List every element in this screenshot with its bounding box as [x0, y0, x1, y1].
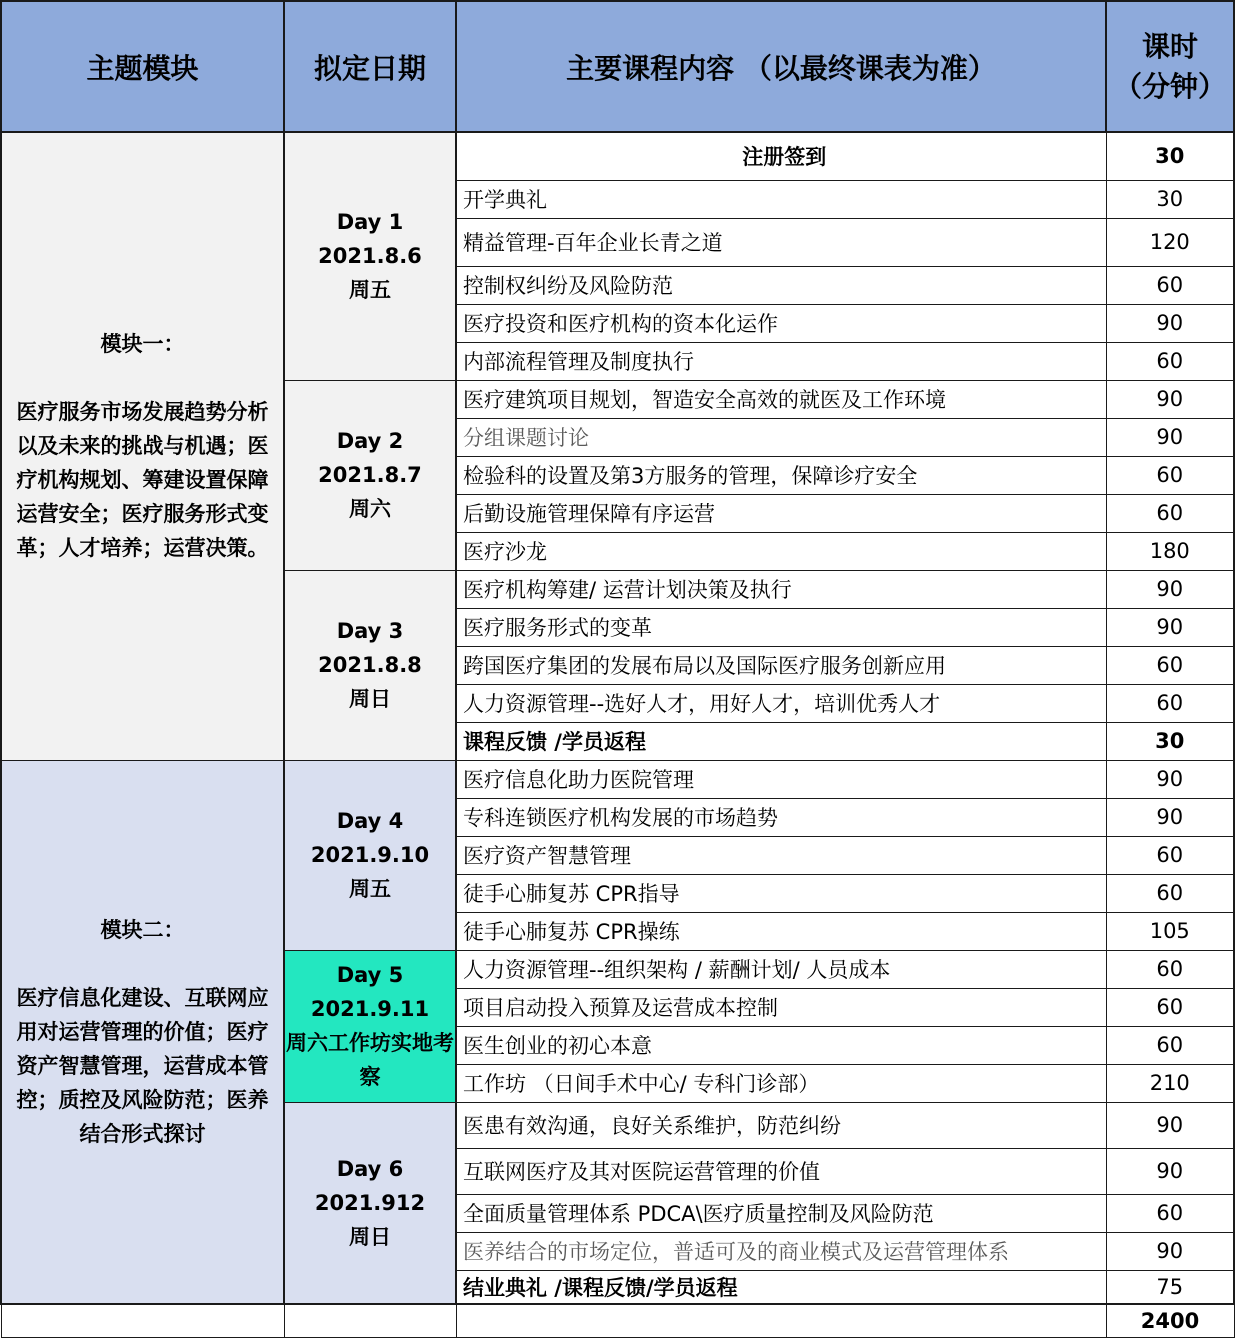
day-label: Day 5: [336, 963, 404, 987]
day-label: Day 2: [336, 429, 404, 453]
day-cell: [284, 950, 456, 1102]
course-cell: 结业典礼 /课程反馈/学员返程: [456, 1270, 1106, 1304]
course-cell: 后勤设施管理保障有序运营: [456, 494, 1106, 532]
minutes-cell: 60: [1106, 456, 1234, 494]
day-label: Day 1: [336, 210, 404, 235]
day-date: 2021.8.7: [318, 463, 422, 487]
header-content: 主要课程内容 （以最终课表为准）: [456, 1, 1106, 132]
minutes-cell: 60: [1106, 950, 1234, 988]
course-cell: 医疗资产智慧管理: [456, 836, 1106, 874]
course-cell: 医疗投资和医疗机构的资本化运作: [456, 304, 1106, 342]
course-cell: 检验科的设置及第3方服务的管理，保障诊疗安全: [456, 456, 1106, 494]
header-hours-line2: （分钟）: [1113, 69, 1226, 103]
minutes-cell: 90: [1106, 798, 1234, 836]
header-hours: [1106, 1, 1234, 132]
module-cell: [1, 760, 284, 1304]
day-cell: [284, 380, 456, 570]
day-weekday: 周六: [349, 497, 391, 521]
course-cell: 开学典礼: [456, 180, 1106, 218]
day-weekday: 周六工作坊实地考察: [286, 1031, 454, 1089]
minutes-cell: 60: [1106, 1194, 1234, 1232]
day-weekday: 周五: [349, 278, 391, 303]
course-cell: 医疗机构筹建/ 运营计划决策及执行: [456, 570, 1106, 608]
course-cell: 医患有效沟通，良好关系维护，防范纠纷: [456, 1102, 1106, 1148]
day-cell: [284, 1102, 456, 1304]
minutes-cell: 90: [1106, 608, 1234, 646]
minutes-cell: 30: [1106, 132, 1234, 180]
module-title: 模块一：: [100, 332, 185, 357]
empty-cell: [456, 1304, 1106, 1337]
course-cell: 医疗建筑项目规划，智造安全高效的就医及工作环境: [456, 380, 1106, 418]
minutes-cell: 30: [1106, 722, 1234, 760]
course-cell: 专科连锁医疗机构发展的市场趋势: [456, 798, 1106, 836]
minutes-cell: 60: [1106, 988, 1234, 1026]
header-row: [1, 1, 1234, 132]
course-cell: 徒手心肺复苏 CPR指导: [456, 874, 1106, 912]
course-cell: 控制权纠纷及风险防范: [456, 266, 1106, 304]
course-cell: 互联网医疗及其对医院运营管理的价值: [456, 1148, 1106, 1194]
course-cell: 跨国医疗集团的发展布局以及国际医疗服务创新应用: [456, 646, 1106, 684]
minutes-cell: 60: [1106, 836, 1234, 874]
minutes-cell: 90: [1106, 380, 1234, 418]
day-date: 2021.9.11: [310, 997, 430, 1021]
course-cell: 徒手心肺复苏 CPR操练: [456, 912, 1106, 950]
course-cell: 医疗服务形式的变革: [456, 608, 1106, 646]
total-minutes: 2400: [1106, 1304, 1234, 1337]
minutes-cell: 60: [1106, 646, 1234, 684]
day-date: 2021.8.6: [318, 244, 422, 269]
minutes-cell: 90: [1106, 1232, 1234, 1270]
minutes-cell: 120: [1106, 218, 1234, 266]
minutes-cell: 60: [1106, 1026, 1234, 1064]
minutes-cell: 60: [1106, 494, 1234, 532]
minutes-cell: 90: [1106, 418, 1234, 456]
minutes-cell: 90: [1106, 760, 1234, 798]
course-cell: 全面质量管理体系 PDCA\医疗质量控制及风险防范: [456, 1194, 1106, 1232]
day-label: Day 4: [336, 809, 404, 833]
day-weekday: 周日: [349, 1224, 391, 1249]
header-date: 拟定日期: [284, 1, 456, 132]
day-label: Day 3: [336, 619, 404, 643]
empty-cell: [284, 1304, 456, 1337]
course-cell: 医生创业的初心本意: [456, 1026, 1106, 1064]
header-hours-line1: 课时: [1141, 29, 1198, 63]
total-row: [1, 1304, 1234, 1337]
minutes-cell: 60: [1106, 342, 1234, 380]
course-cell: 项目启动投入预算及运营成本控制: [456, 988, 1106, 1026]
day-cell: [284, 570, 456, 760]
course-cell: 人力资源管理--组织架构 / 薪酬计划/ 人员成本: [456, 950, 1106, 988]
minutes-cell: 60: [1106, 684, 1234, 722]
module-title: 模块二：: [100, 917, 185, 942]
minutes-cell: 60: [1106, 874, 1234, 912]
course-cell: 精益管理-百年企业长青之道: [456, 218, 1106, 266]
day-cell: [284, 132, 456, 380]
day-date: 2021.8.8: [318, 653, 422, 677]
course-cell: 人力资源管理--选好人才，用好人才，培训优秀人才: [456, 684, 1106, 722]
module-description: 医疗服务市场发展趋势分析以及未来的挑战与机遇；医疗机构规划、筹建设置保障运营安全；医疗服务形式变革；人才培养；运营决策。: [16, 400, 269, 561]
course-cell: 医疗沙龙: [456, 532, 1106, 570]
minutes-cell: 210: [1106, 1064, 1234, 1102]
header-module: 主题模块: [1, 1, 284, 132]
day-label: Day 6: [336, 1156, 404, 1181]
course-cell: 内部流程管理及制度执行: [456, 342, 1106, 380]
table-row: [1, 132, 1234, 180]
module-description: 医疗信息化建设、互联网应用对运营管理的价值；医疗资产智慧管理，运营成本管控；质控及风险防范；医养结合形式探讨: [16, 985, 269, 1146]
module-cell: [1, 132, 284, 760]
course-cell: 医养结合的市场定位，普适可及的商业模式及运营管理体系: [456, 1232, 1106, 1270]
course-cell: 工作坊 （日间手术中心/ 专科门诊部）: [456, 1064, 1106, 1102]
minutes-cell: 180: [1106, 532, 1234, 570]
day-cell: [284, 760, 456, 950]
table-row: [1, 760, 1234, 798]
minutes-cell: 30: [1106, 180, 1234, 218]
empty-cell: [1, 1304, 284, 1337]
course-cell: 课程反馈 /学员返程: [456, 722, 1106, 760]
minutes-cell: 75: [1106, 1270, 1234, 1304]
minutes-cell: 105: [1106, 912, 1234, 950]
minutes-cell: 90: [1106, 1102, 1234, 1148]
day-weekday: 周日: [349, 687, 391, 711]
course-cell: 注册签到: [456, 132, 1106, 180]
minutes-cell: 90: [1106, 570, 1234, 608]
course-cell: 分组课题讨论: [456, 418, 1106, 456]
minutes-cell: 60: [1106, 266, 1234, 304]
day-weekday: 周五: [349, 877, 391, 901]
minutes-cell: 90: [1106, 304, 1234, 342]
day-date: 2021.912: [314, 1190, 426, 1215]
day-date: 2021.9.10: [310, 843, 430, 867]
minutes-cell: 90: [1106, 1148, 1234, 1194]
course-cell: 医疗信息化助力医院管理: [456, 760, 1106, 798]
